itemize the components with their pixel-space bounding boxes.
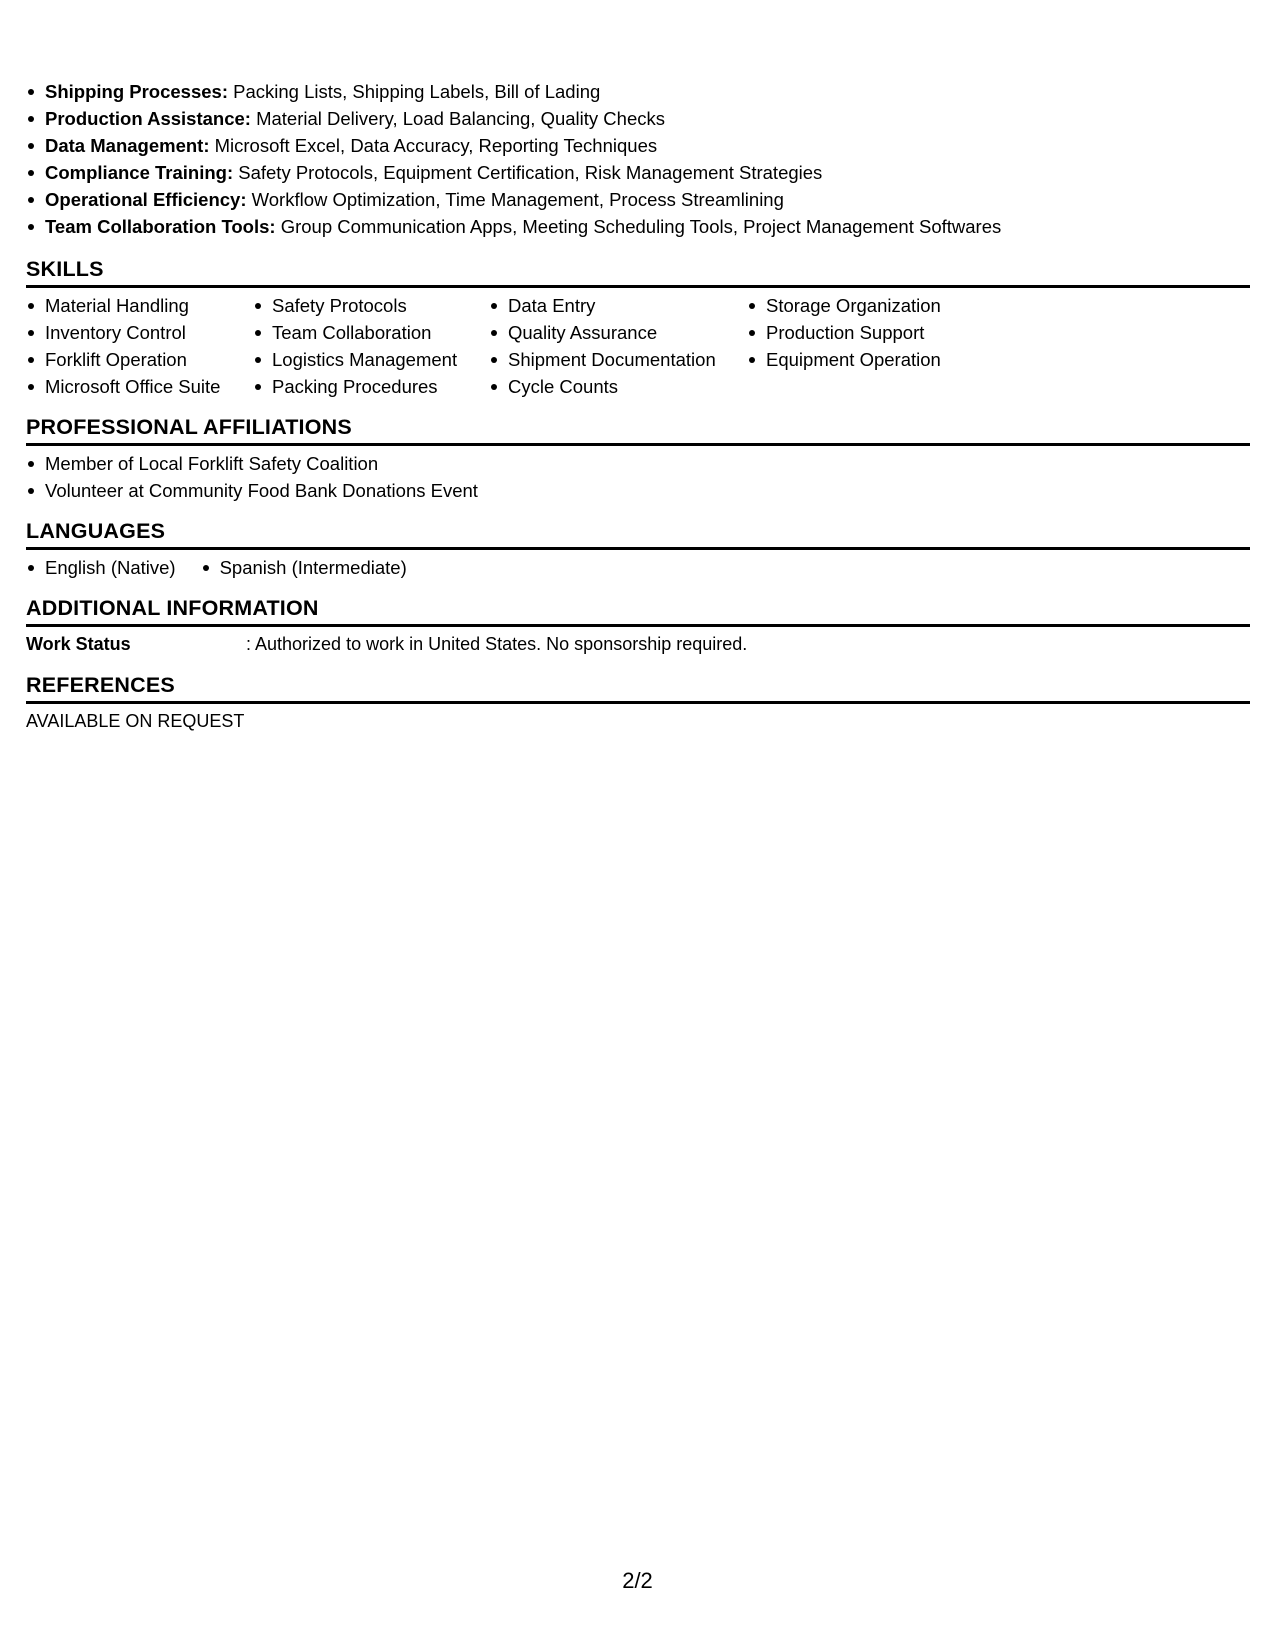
section-title: REFERENCES: [26, 672, 1250, 704]
skills-column: [489, 292, 747, 400]
list-item: [26, 213, 1250, 240]
skill-item: Logistics Management: [253, 346, 489, 373]
language-item: Spanish (Intermediate): [201, 554, 407, 581]
list-item: [26, 105, 1250, 132]
page-number: 2/2: [622, 1568, 653, 1593]
skill-item: Cycle Counts: [489, 373, 747, 400]
affiliations-list: [26, 446, 1250, 504]
skills-grid: [26, 288, 1250, 400]
skills-column: [253, 292, 489, 400]
item-label: Team Collaboration Tools:: [45, 216, 276, 237]
skill-item: Inventory Control: [26, 319, 253, 346]
language-item: English (Native): [26, 554, 176, 581]
work-status-label: Work Status: [26, 634, 131, 654]
item-text: Workflow Optimization, Time Management, Process Streamlining: [246, 189, 784, 210]
section-title: SKILLS: [26, 256, 1250, 288]
section-title: LANGUAGES: [26, 518, 1250, 550]
item-text: Packing Lists, Shipping Labels, Bill of Lading: [228, 81, 601, 102]
skill-item: Material Handling: [26, 292, 253, 319]
affiliation-item: Volunteer at Community Food Bank Donations Event: [26, 477, 1250, 504]
languages-list: [26, 550, 1250, 581]
affiliation-item: Member of Local Forklift Safety Coalition: [26, 450, 1250, 477]
skill-item: Team Collaboration: [253, 319, 489, 346]
item-label: Data Management:: [45, 135, 210, 156]
skill-item: Quality Assurance: [489, 319, 747, 346]
skills-section: [26, 256, 1250, 400]
list-item: [26, 186, 1250, 213]
skill-item: Equipment Operation: [747, 346, 1007, 373]
skill-item: Packing Procedures: [253, 373, 489, 400]
item-label: Operational Efficiency:: [45, 189, 247, 210]
item-label: Shipping Processes:: [45, 81, 228, 102]
list-item: [26, 78, 1250, 105]
item-label: Compliance Training:: [45, 162, 234, 183]
resume-page: [26, 78, 1250, 735]
skill-item: Storage Organization: [747, 292, 1007, 319]
item-text: Group Communication Apps, Meeting Scheduling Tools, Project Management Softwares: [275, 216, 1002, 237]
skill-item: Safety Protocols: [253, 292, 489, 319]
item-text: Microsoft Excel, Data Accuracy, Reporting Techniques: [209, 135, 658, 156]
item-label: Production Assistance:: [45, 108, 251, 129]
item-text: Safety Protocols, Equipment Certification, Risk Management Strategies: [233, 162, 823, 183]
skills-column: [747, 292, 1007, 400]
skills-column: [26, 292, 253, 400]
references-text: AVAILABLE ON REQUEST: [26, 711, 245, 731]
list-item: [26, 132, 1250, 159]
affiliations-section: [26, 414, 1250, 504]
languages-section: [26, 518, 1250, 581]
skill-item: Microsoft Office Suite: [26, 373, 253, 400]
skill-item: Data Entry: [489, 292, 747, 319]
list-item: [26, 159, 1250, 186]
item-text: Material Delivery, Load Balancing, Quality Checks: [250, 108, 665, 129]
additional-info-section: [26, 595, 1250, 658]
work-status-value: : Authorized to work in United States. No sponsorship required.: [246, 634, 748, 654]
section-title: ADDITIONAL INFORMATION: [26, 595, 1250, 627]
skill-item: Shipment Documentation: [489, 346, 747, 373]
skill-item: Production Support: [747, 319, 1007, 346]
expertise-list: [26, 78, 1250, 240]
work-status-row: [26, 627, 1250, 658]
section-title: PROFESSIONAL AFFILIATIONS: [26, 414, 1250, 446]
skill-item: Forklift Operation: [26, 346, 253, 373]
references-section: [26, 672, 1250, 735]
